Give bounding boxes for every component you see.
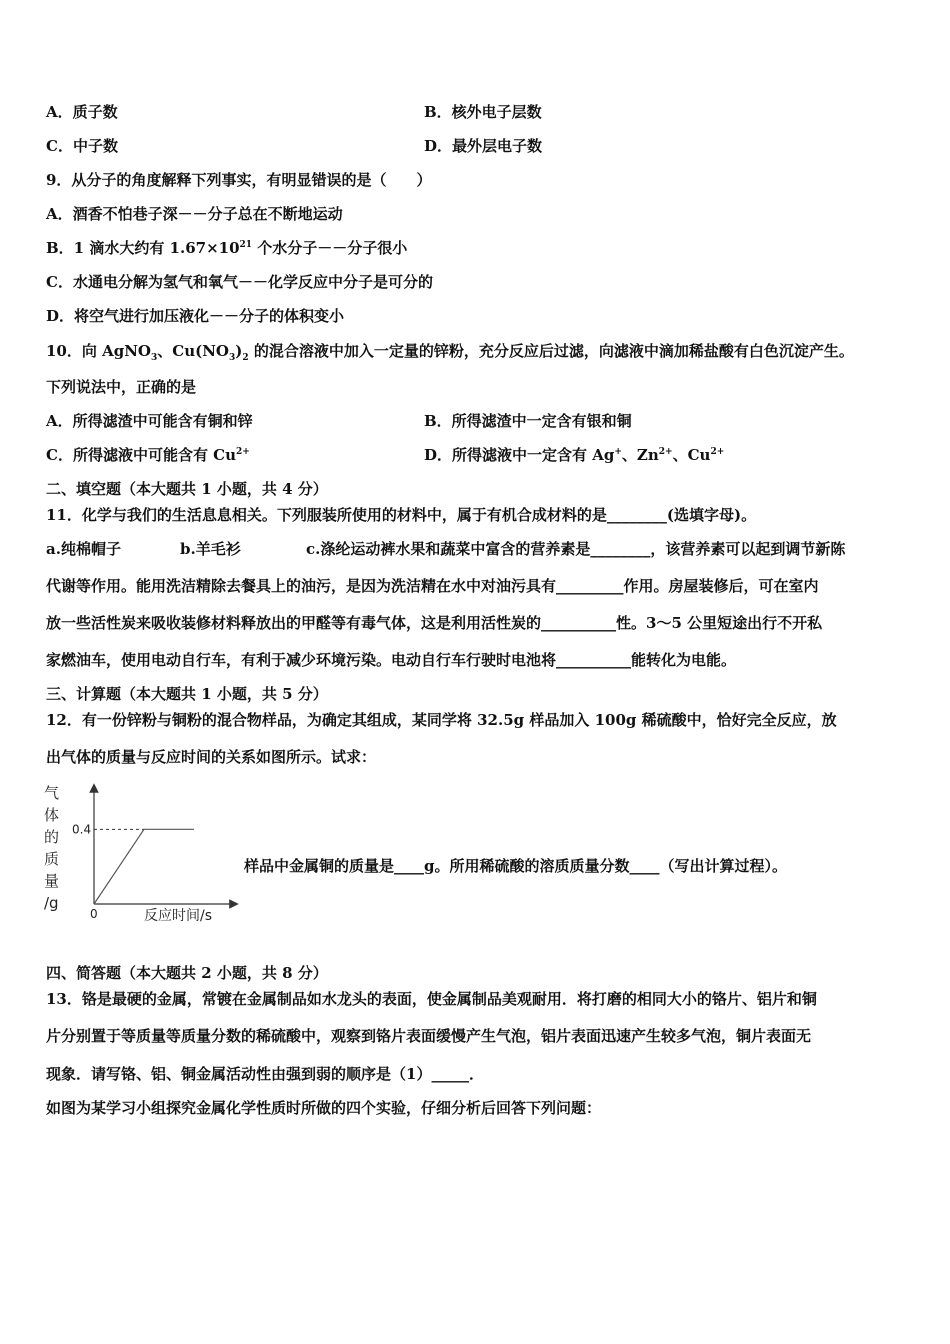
q10-option-c-pre: C．所得滤液中可能含有 Cu [46, 446, 237, 464]
q12-line2: 出气体的质量与反应时间的关系如图所示。试求： [46, 748, 377, 766]
q9-option-b-pre: B．1 滴水大约有 1.67×10 [46, 239, 240, 257]
q13-line1: 13．铬是最硬的金属，常镀在金属制品如水龙头的表面，使金属制品美观耐用．将打磨的相同大小的铬片、铝片和铜 [46, 990, 817, 1008]
q9-option-b [46, 238, 407, 258]
q11-line3: 代谢等作用。能用洗洁精除去餐具上的油污，是因为洗洁精在水中对油污具有_________作用。房屋装修后，可在室内 [46, 577, 819, 595]
q10-option-d-sup1: + [614, 447, 622, 457]
q10-option-a: A．所得滤渣中可能含有铜和锌 [46, 412, 253, 430]
origin-label: 0 [90, 907, 98, 921]
q11-option-c: c.涤纶运动裤水果和蔬菜中富含的营养素是________，该营养素可以起到调节新陈 [306, 540, 846, 558]
q9-option-b-post: 个水分子－－分子很小 [252, 239, 408, 257]
y-axis-label-char: 量 [44, 872, 60, 890]
q10-option-c [46, 446, 250, 464]
q10-options-row2 [46, 445, 725, 465]
q10-stem-post: 的混合溶液中加入一定量的锌粉，充分反应后过滤，向滤液中滴加稀盐酸有白色沉淀产生。 [248, 342, 854, 360]
gas-mass-time-chart [40, 782, 240, 930]
q9-stem: 9．从分子的角度解释下列事实，有明显错误的是（ ） [46, 171, 432, 189]
q10-stem2: 下列说法中，正确的是 [46, 378, 197, 396]
q10-stem-paren: ) [235, 342, 243, 360]
q9-option-d: D．将空气进行加压液化－－分子的体积变小 [46, 307, 345, 325]
q10-option-d-sup3: 2+ [710, 447, 725, 457]
q10-option-d-sup2: 2+ [658, 447, 673, 457]
q11-option-a: a.纯棉帽子 [46, 540, 121, 558]
q8-option-d: D．最外层电子数 [424, 137, 543, 155]
y-axis-label-char: 体 [44, 806, 60, 824]
q10-sub2: 3 [229, 353, 236, 363]
q10-option-d-mid1: 、Zn [621, 446, 659, 464]
q10-option-d [424, 445, 724, 465]
x-axis-label: 反应时间/s [144, 908, 213, 924]
y-axis-label-char: /g [44, 894, 59, 912]
q9-option-c: C．水通电分解为氢气和氧气－－化学反应中分子是可分的 [46, 273, 433, 291]
q9-option-b-sup: 21 [239, 240, 253, 250]
section2-heading: 二、填空题（本大题共 1 小题，共 4 分） [46, 480, 328, 498]
q10-option-d-pre: D．所得滤液中一定含有 Ag [424, 446, 615, 464]
q12-caption: 样品中金属铜的质量是____g。所用稀硫酸的溶质质量分数____（写出计算过程）。 [244, 857, 787, 875]
y-tick-label: 0.4 [72, 822, 92, 837]
q11-line4: 放一些活性炭来吸收装修材料释放出的甲醛等有毒气体，这是利用活性炭的__________性。3～5 公里短途出行不开私 [46, 614, 823, 632]
q10-stem-pre: 10．向 AgNO [46, 342, 152, 360]
q11-line1: 11．化学与我们的生活息息相关。下列服装所使用的材料中，属于有机合成材料的是________(选填字母)。 [46, 506, 757, 524]
section3-heading: 三、计算题（本大题共 1 小题，共 5 分） [46, 685, 328, 703]
q10-option-c-sup: 2+ [236, 447, 250, 457]
q11-line2 [46, 539, 846, 559]
q10-sub4: 2 [242, 353, 249, 363]
y-axis-label [44, 784, 59, 912]
q13-line3: 现象．请写铬、铝、铜金属活动性由强到弱的顺序是（1）_____． [46, 1065, 484, 1083]
q8-options-row1 [46, 102, 542, 122]
section4-heading: 四、简答题（本大题共 2 小题，共 8 分） [46, 964, 328, 982]
q10-option-d-mid2: 、Cu [672, 446, 711, 464]
y-axis-label-char: 的 [44, 828, 60, 846]
q8-options-row2 [46, 136, 543, 156]
q10-option-b: B．所得滤渣中一定含有银和铜 [424, 412, 632, 430]
y-axis-label-char: 气 [44, 784, 60, 802]
q10-sub1: 3 [151, 353, 158, 363]
q8-option-c: C．中子数 [46, 137, 118, 155]
q11-line5: 家燃油车，使用电动自行车，有利于减少环境污染。电动自行车行驶时电池将__________能转化为电能。 [46, 651, 737, 669]
q11-option-b: b.羊毛衫 [180, 540, 241, 558]
q10-stem-mid: 、Cu(NO [157, 342, 230, 360]
q13-line4: 如图为某学习小组探究金属化学性质时所做的四个实验，仔细分析后回答下列问题： [46, 1099, 602, 1117]
y-axis-label-char: 质 [44, 850, 60, 868]
gas-curve [94, 829, 194, 904]
q9-option-a: A．酒香不怕巷子深－－分子总在不断地运动 [46, 205, 343, 223]
q13-line2: 片分别置于等质量等质量分数的稀硫酸中，观察到铬片表面缓慢产生气泡，铝片表面迅速产生较多气泡，铜片表面无 [46, 1027, 812, 1045]
q10-options-row1 [46, 411, 632, 431]
q8-option-b: B．核外电子层数 [424, 103, 542, 121]
q12-line1: 12．有一份锌粉与铜粉的混合物样品，为确定其组成，某同学将 32.5g 样品加入 100g 稀硫酸中，恰好完全反应，放 [46, 711, 837, 729]
q10-stem [46, 341, 854, 361]
q8-option-a: A．质子数 [46, 103, 118, 121]
